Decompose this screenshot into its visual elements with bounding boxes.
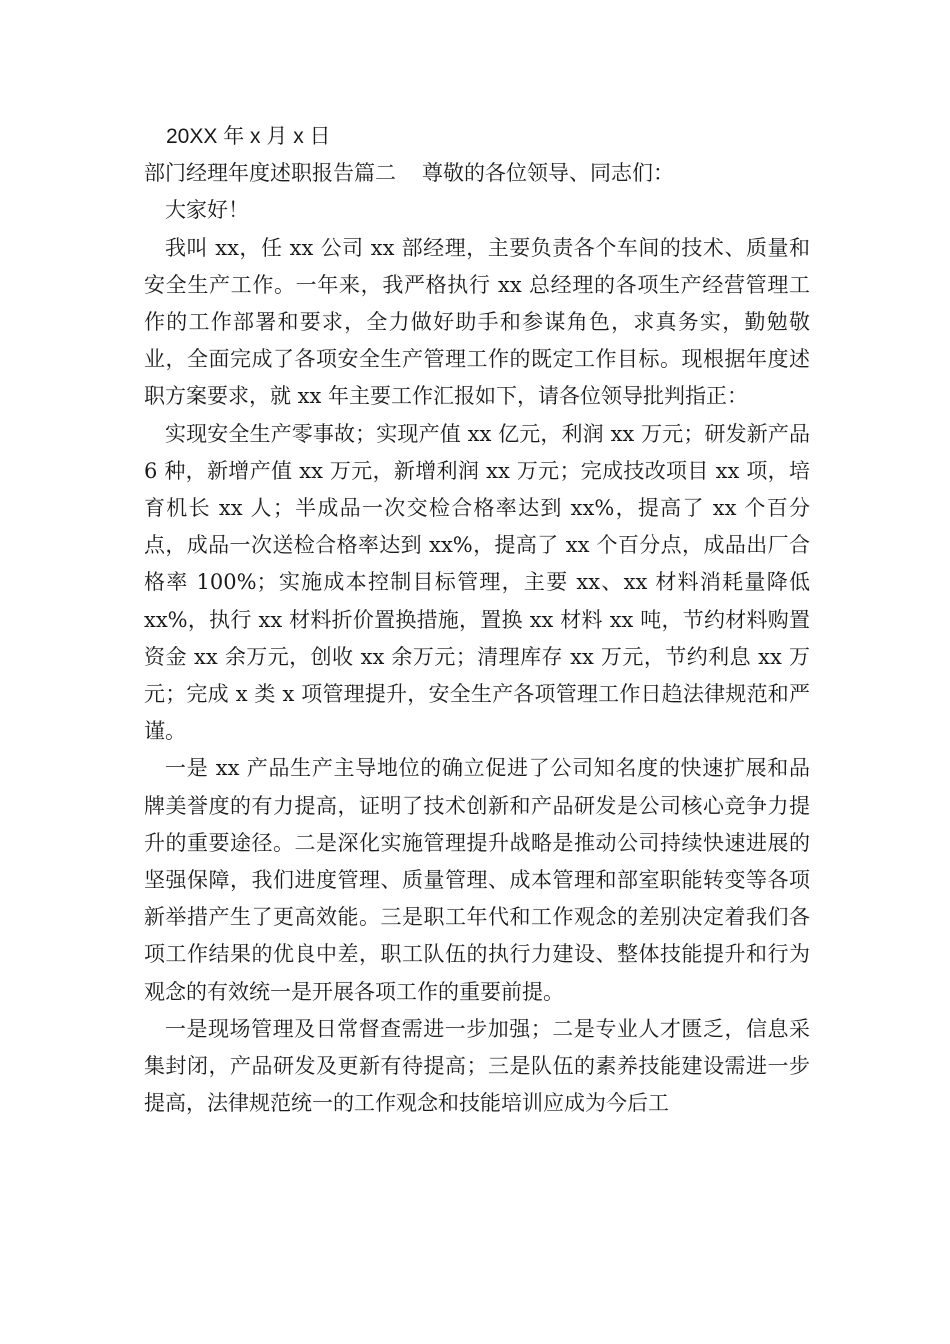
paragraph-shortcomings: 一是现场管理及日常督查需进一步加强；二是专业人才匮乏，信息采集封闭，产品研发及更新有待提高；三是队伍的素养技能建设需进一步提高，法律规范统一的工作观念和技能培训应成为今后工 [144, 1016, 810, 1116]
report-title: 部门经理年度述职报告篇二 [144, 161, 396, 186]
report-heading-line [144, 155, 810, 192]
paragraph-experience: 一是 xx 产品生产主导地位的确立促进了公司知名度的快速扩展和品牌美誉度的有力提高，证明了技术创新和产品研发是公司核心竞争力提升的重要途径。二是深化实施管理提升战略是推动公司持续快速进展的坚强保障，我们进度管理、质量管理、成本管理和部室职能转变等各项新举措产生了更高效能。三是职工年代和工作观念的差别决定着我们各项工作结果的优良中差，职工队伍的执行力建设、整体技能提升和行为观念的有效统一是开展各项工作的重要前提。 [144, 756, 810, 1004]
paragraph-achievements: 实现安全生产零事故；实现产值 xx 亿元，利润 xx 万元；研发新产品 6 种，新增产值 xx 万元，新增利润 xx 万元；完成技改项目 xx 项，培育机长 xx 人；半成品一次交检合格率达到 xx%，提高了 xx 个百分点，成品一次送检合格率达到 xx%，提高了 xx 个百分点，成品出厂合格率 100%；实施成本控制目标管理，主要 xx、xx 材料消耗量降低 xx%，执行 xx 材料折价置换措施，置换 xx 材料 xx 吨，节约材料购置资金 xx 余万元，创收 xx 余万元；清理库存 xx 万元，节约利息 xx 万元；完成 x 类 x 项管理提升，安全生产各项管理工作日趋法律规范和严谨。 [144, 421, 810, 744]
document-body [144, 118, 810, 1122]
greeting: 大家好！ [165, 198, 249, 223]
document-date: 20XX 年 x 月 x 日 [166, 125, 331, 148]
paragraph-introduction: 我叫 xx，任 xx 公司 xx 部经理，主要负责各个车间的技术、质量和安全生产工作。一年来，我严格执行 xx 总经理的各项生产经营管理工作的工作部署和要求，全力做好助手和参谋角色，求真务实，勤勉敬业，全面完成了各项安全生产管理工作的既定工作目标。现根据年度述职方案要求，就 xx 年主要工作汇报如下，请各位领导批判指正： [144, 235, 810, 409]
salutation: 尊敬的各位领导、同志们： [422, 161, 674, 186]
